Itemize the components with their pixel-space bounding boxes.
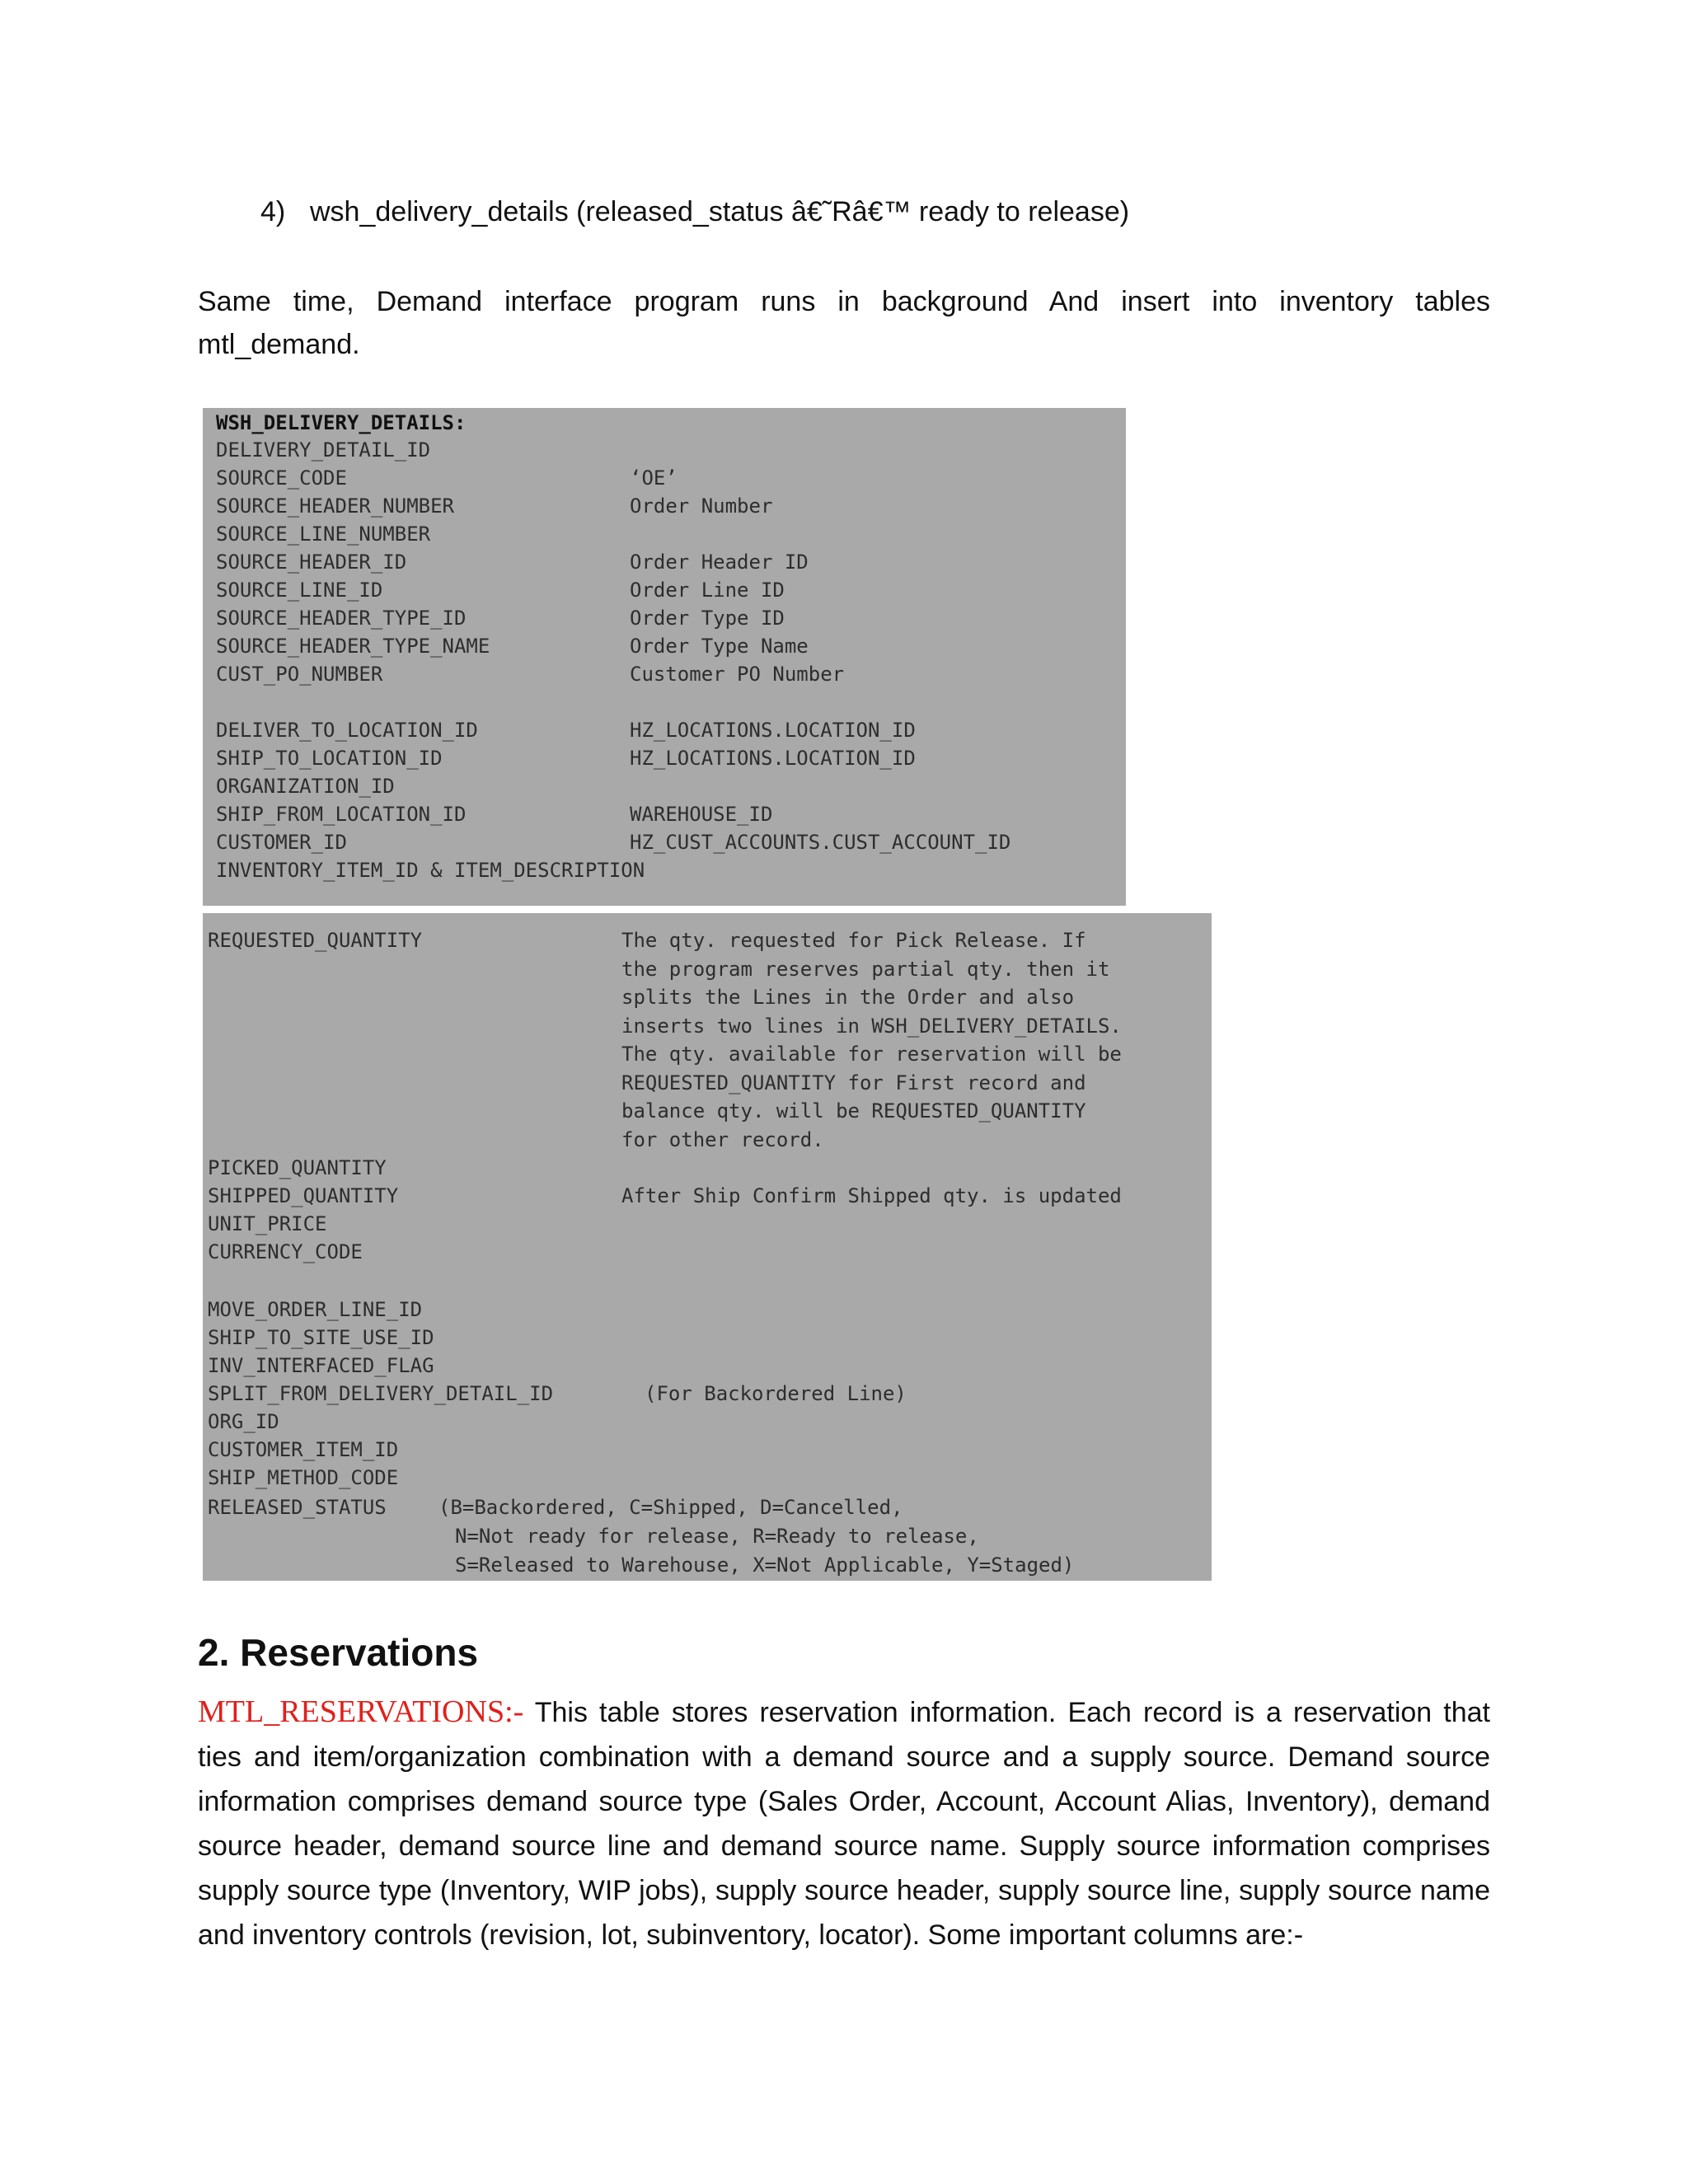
field-name: PICKED_QUANTITY [208, 1156, 387, 1179]
field-name: SHIPPED_QUANTITY [208, 1184, 399, 1207]
field-description: HZ_LOCATIONS.LOCATION_ID [630, 747, 916, 770]
description-line: The qty. available for reservation will be [621, 1043, 1122, 1066]
field-description: WAREHOUSE_ID [630, 803, 773, 826]
description-line: for other record. [621, 1127, 824, 1151]
field-name: REQUESTED_QUANTITY [208, 929, 423, 952]
paragraph-demand-interface [198, 280, 1490, 366]
field-name: DELIVER_TO_LOCATION_ID [216, 719, 478, 742]
field-description: Order Type ID [630, 607, 785, 630]
reservations-description: This table stores reservation information. Each record is a reservation that ties and item/organization combination with a demand source and a supply source. Demand source information comprises demand source type (Sales Order, Account, Account Alias, Inventory), demand source header, demand source line and demand source name. Supply source information comprises supply source type (Inventory, WIP jobs), supply source header, supply source line, supply source name and inventory controls (revision, lot, subinventory, locator). Some important columns are:- [198, 1697, 1490, 1951]
field-name: SOURCE_HEADER_TYPE_NAME [216, 635, 490, 658]
field-description: After Ship Confirm Shipped qty. is updated [621, 1184, 1122, 1207]
field-name: DELIVERY_DETAIL_ID [216, 438, 431, 462]
field-description: Order Line ID [630, 579, 785, 602]
description-line: balance qty. will be REQUESTED_QUANTITY [621, 1099, 1086, 1122]
field-name: SOURCE_LINE_NUMBER [216, 523, 431, 546]
section-heading: 2. Reservations [198, 1631, 479, 1674]
field-name: SOURCE_HEADER_TYPE_ID [216, 607, 467, 630]
requested-quantity-description [621, 926, 1122, 1154]
wsh-delivery-details-image [203, 408, 1126, 906]
paragraph-line: Same time, Demand interface program runs in background And insert into inventory tables [198, 286, 1490, 317]
status-codes-line: (B=Backordered, C=Shipped, D=Cancelled, [438, 1496, 903, 1519]
field-name: CURRENCY_CODE [208, 1240, 363, 1263]
field-name: SOURCE_HEADER_NUMBER [216, 494, 454, 518]
field-name: MOVE_ORDER_LINE_ID [208, 1298, 423, 1321]
field-description: Order Header ID [630, 551, 809, 574]
status-codes-line: N=Not ready for release, R=Ready to release, [455, 1525, 979, 1548]
field-name: CUSTOMER_ITEM_ID [208, 1438, 399, 1461]
field-name: RELEASED_STATUS [208, 1496, 387, 1519]
field-description: Order Number [630, 494, 773, 518]
description-line: The qty. requested for Pick Release. If [621, 929, 1086, 952]
field-name: INV_INTERFACED_FLAG [208, 1354, 434, 1377]
field-name: ORG_ID [208, 1410, 279, 1433]
field-description: HZ_LOCATIONS.LOCATION_ID [630, 719, 916, 742]
description-line: splits the Lines in the Order and also [621, 986, 1075, 1009]
field-description: (For Backordered Line) [645, 1382, 907, 1405]
field-name: CUST_PO_NUMBER [216, 663, 383, 686]
description-line: inserts two lines in WSH_DELIVERY_DETAILS. [621, 1014, 1122, 1038]
description-line: the program reserves partial qty. then it [621, 957, 1110, 981]
paragraph-line: mtl_demand. [198, 329, 360, 360]
field-description: Customer PO Number [630, 663, 845, 686]
field-name: INVENTORY_ITEM_ID & ITEM_DESCRIPTION [216, 859, 645, 882]
reservations-paragraph [198, 1690, 1490, 1957]
field-description: HZ_CUST_ACCOUNTS.CUST_ACCOUNT_ID [630, 831, 1011, 854]
field-name: SHIP_TO_LOCATION_ID [216, 747, 443, 770]
field-name: SHIP_METHOD_CODE [208, 1466, 399, 1489]
description-line: REQUESTED_QUANTITY for First record and [621, 1071, 1086, 1094]
field-name: CUSTOMER_ID [216, 831, 347, 854]
field-name: ORGANIZATION_ID [216, 775, 395, 798]
field-name: SHIP_TO_SITE_USE_ID [208, 1326, 434, 1349]
field-name: SHIP_FROM_LOCATION_ID [216, 803, 467, 826]
list-item [260, 196, 1129, 228]
status-codes-line: S=Released to Warehouse, X=Not Applicable, Y=Staged) [455, 1554, 1075, 1577]
field-name: UNIT_PRICE [208, 1212, 327, 1235]
table-name-term: MTL_RESERVATIONS:- [198, 1694, 524, 1729]
image-title: WSH_DELIVERY_DETAILS: [216, 411, 467, 434]
field-name: SOURCE_HEADER_ID [216, 551, 407, 574]
wsh-delivery-details-image-continued [203, 913, 1212, 1581]
field-name: SPLIT_FROM_DELIVERY_DETAIL_ID [208, 1382, 554, 1405]
field-description: Order Type Name [630, 635, 809, 658]
field-name: SOURCE_CODE [216, 466, 347, 490]
field-name: SOURCE_LINE_ID [216, 579, 383, 602]
list-number: 4) [260, 196, 286, 227]
field-description: ‘OE’ [630, 466, 678, 490]
list-item-text: wsh_delivery_details (released_status â€˜Râ€™ ready to release) [310, 196, 1130, 227]
